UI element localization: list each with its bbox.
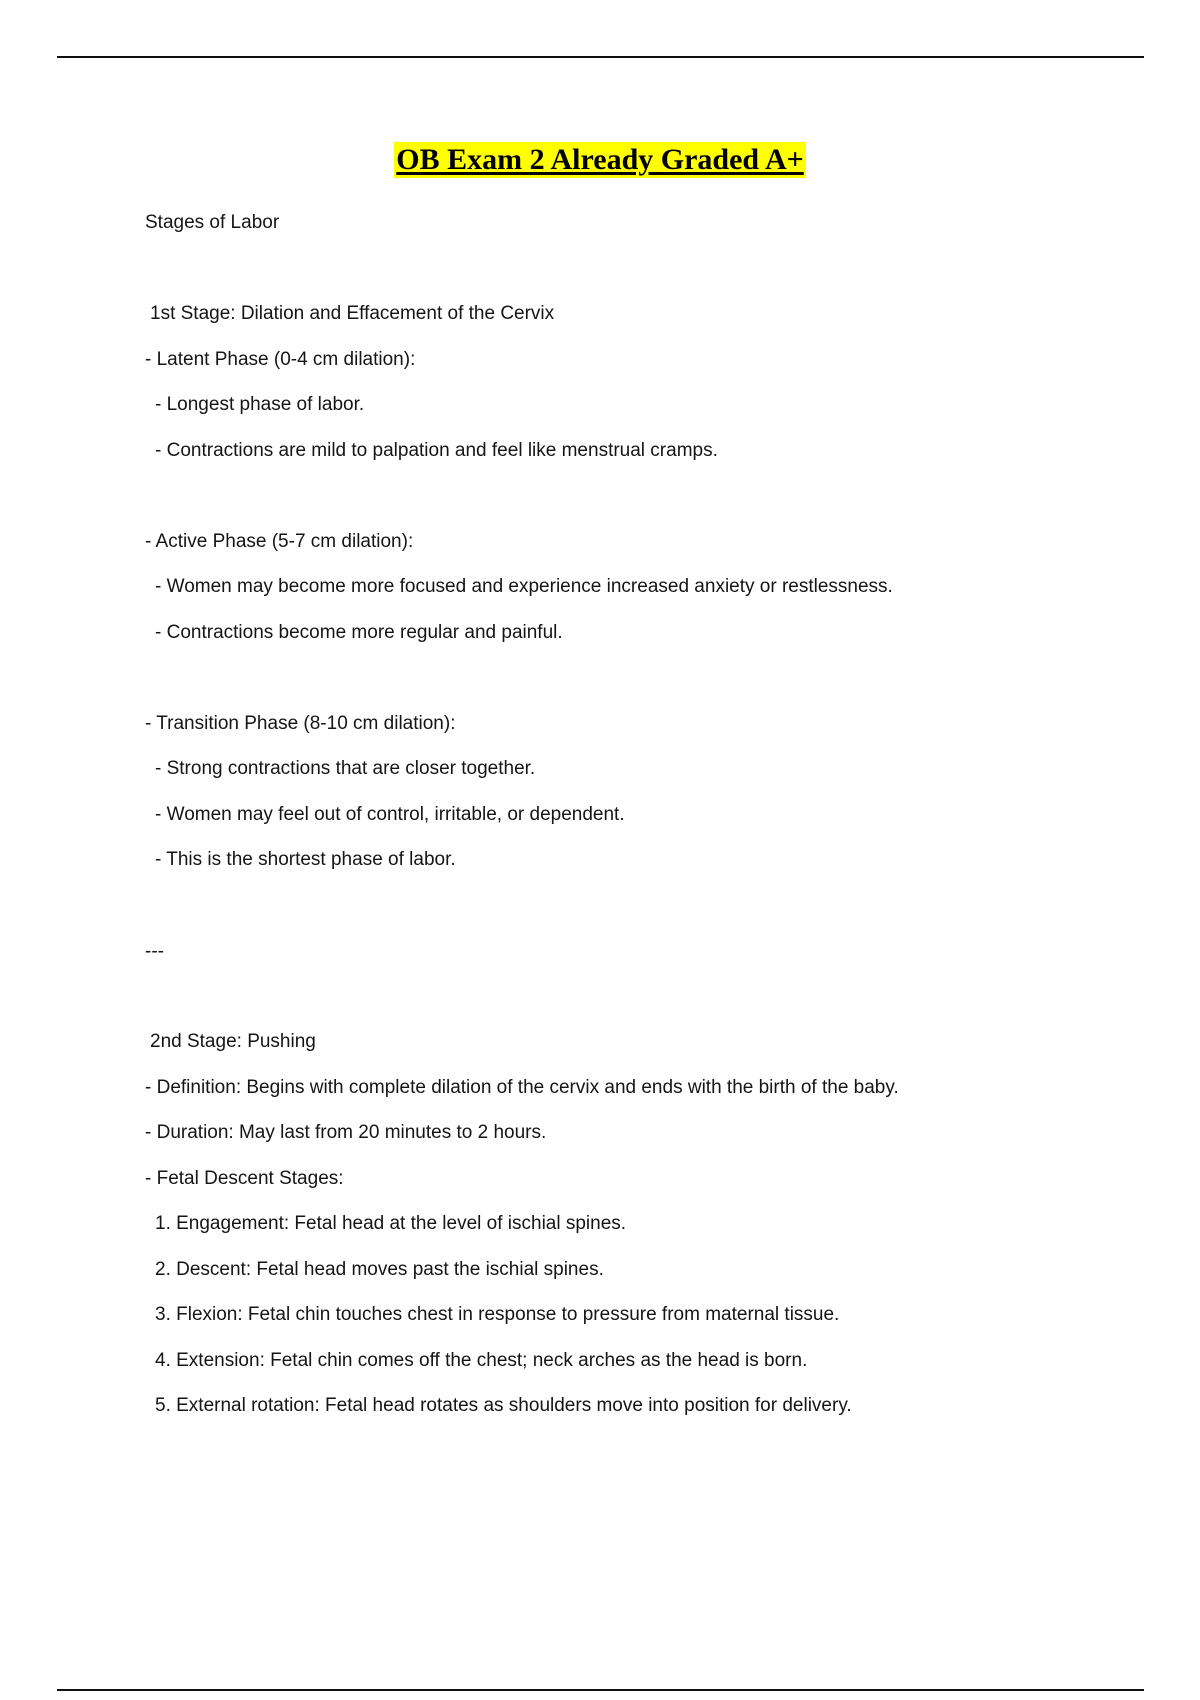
descent-item: 5. External rotation: Fetal head rotates as shoulders move into position for delivery. (155, 1395, 852, 1416)
transition-phase-label: - Transition Phase (8-10 cm dilation): (145, 713, 456, 734)
latent-phase-label: - Latent Phase (0-4 cm dilation): (145, 349, 416, 370)
section-separator: --- (145, 941, 164, 962)
transition-point: - Women may feel out of control, irritable, or dependent. (155, 804, 625, 825)
latent-point: - Contractions are mild to palpation and feel like menstrual cramps. (155, 440, 718, 461)
document-title: OB Exam 2 Already Graded A+ (396, 143, 804, 176)
stage1-heading: 1st Stage: Dilation and Effacement of the Cervix (150, 303, 555, 324)
descent-item: 4. Extension: Fetal chin comes off the chest; neck arches as the head is born. (155, 1350, 808, 1371)
latent-point: - Longest phase of labor. (155, 394, 365, 415)
stage2-definition: - Definition: Begins with complete dilation of the cervix and ends with the birth of the baby. (145, 1077, 899, 1098)
descent-item: 2. Descent: Fetal head moves past the ischial spines. (155, 1259, 604, 1280)
stage2-duration: - Duration: May last from 20 minutes to 2 hours. (145, 1122, 547, 1143)
section-heading: Stages of Labor (145, 212, 280, 233)
descent-item: 3. Flexion: Fetal chin touches chest in response to pressure from maternal tissue. (155, 1304, 840, 1325)
top-rule (57, 56, 1144, 58)
fetal-descent-label: - Fetal Descent Stages: (145, 1168, 344, 1189)
active-point: - Women may become more focused and experience increased anxiety or restlessness. (155, 576, 893, 597)
bottom-rule (57, 1689, 1144, 1691)
active-phase-label: - Active Phase (5-7 cm dilation): (145, 531, 414, 552)
descent-item: 1. Engagement: Fetal head at the level of ischial spines. (155, 1213, 627, 1234)
transition-point: - This is the shortest phase of labor. (155, 849, 456, 870)
stage2-heading: 2nd Stage: Pushing (150, 1031, 316, 1052)
transition-point: - Strong contractions that are closer together. (155, 758, 536, 779)
title-container (0, 142, 1200, 178)
active-point: - Contractions become more regular and painful. (155, 622, 563, 643)
